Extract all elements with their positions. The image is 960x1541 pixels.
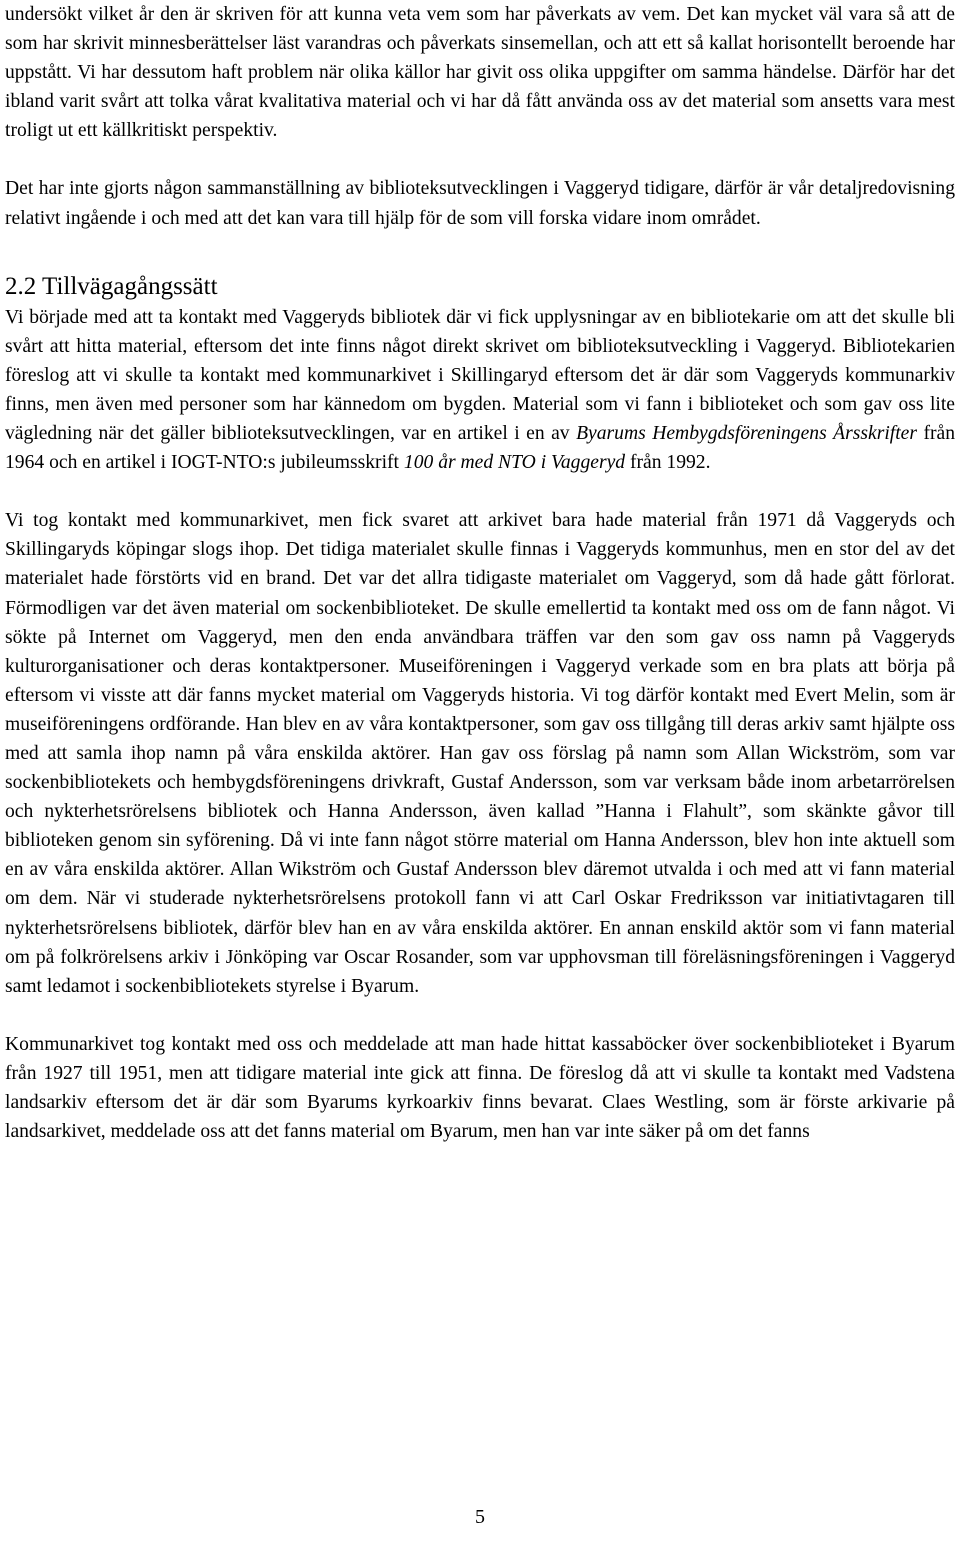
paragraph-gap [5,145,955,174]
paragraph-gap [5,233,955,269]
italic-title: Byarums Hembygdsföreningens Årsskrifter [576,423,917,445]
text-segment: Vi tog kontakt med kommunarkivet, men fick svaret att arkivet bara hade material från 1971 då Vaggeryds och Skillingaryds köpingar slogs ihop. Det tidiga materialet skulle finnas i Vaggeryds kommunhus, men en stor del av det materialet hade förstörts vid en brand. Det var det allra tidigaste materialet om Vaggeryd, som då hade gått förlorat. Förmodligen var det även material om sockenbiblioteket. De skulle emellertid ta kontakt med oss om de fann något. Vi sökte på Internet om Vaggeryd, men den enda användbara träffen var den som gav oss namn på Vaggeryds kulturorganisationer och deras kontaktpersoner. Museiföreningen i Vaggeryd verkade som en bra plats att börja på eftersom vi visste att där fanns mycket material om Vaggeryds historia. Vi tog därför kontakt med Evert Melin, som är museiföreningens ordförande. Han blev en av våra kontaktpersoner, som gav oss tillgång till deras arkiv samt hjälpte oss med att samla ihop namn på våra enskilda aktörer. Han gav oss förslag på namn som Allan Wickström, som var sockenbibliotekets och hembygdsföreningens drivkraft, Gustaf Andersson, som var verksam både inom arbetarrörelsen och nykterhetsrörelsens bibliotek och Hanna Andersson, även kallad ”Hanna i Flahult”, som skänkte gåvor till biblioteken genom sin syförening. Då vi inte fann något större material om Hanna Andersson, blev hon inte aktuell som en av våra enskilda aktörer. Allan Wikström och Gustaf Andersson blev däremot utvalda i och med att vi fann material om dem. När vi studerade nykterhetsrörelsens protokoll fann vi att Carl Oskar Fredriksson var initiativtagaren till nykterhetsrörelsens bibliotek, därför blev han en av våra enskilda aktörer. En annan enskild aktör som vi fann material om på folkrörelsens arkiv i Jönköping var Oscar Rosander, som var upphovsman till föreläsningsföreningen i Vaggeryd samt ledamot i sockenbibliotekets styrelse i Byarum. [5,510,955,997]
text-segment: undersökt vilket år den är skriven för att kunna veta vem som har påverkats av vem. Det kan mycket väl vara så att de som har skrivit minnesberättelser läst varandras och påverkats sinsemellan, och att ett så kallat horisontellt beroende har uppstått. Vi har dessutom haft problem när olika källor har givit oss olika uppgifter om samma händelse. Därför har det ibland varit svårt att tolka vårat kvalitativa material och vi har då fått använda oss av det material som ansetts vara mest troligt ut ett källkritiskt perspektiv. [5,4,955,142]
text-segment: från 1992. [625,452,711,474]
text-segment: Kommunarkivet tog kontakt med oss och meddelade att man hade hittat kassaböcker över sockenbiblioteket i Byarum från 1927 till 1951, men att tidigare material inte gick att finna. De föreslog då att vi skulle ta kontakt med Vadstena landsarkiv eftersom det är där som Byarums kyrkoarkiv finns bevarat. Claes Westling, som är förste arkivarie på landsarkivet, meddelade oss att det fanns material om Byarum, men han var inte säker på om det fanns [5,1033,955,1143]
paragraph-gap [5,477,955,506]
text-segment: från 1964 och en artikel i IOGT-NTO:s jubileumsskrift [5,423,955,474]
paragraph [5,303,955,478]
page-number: 5 [475,1506,485,1528]
paragraph [5,0,955,145]
text-segment: Det har inte gjorts någon sammanställning av biblioteksutvecklingen i Vaggeryd tidigare, därför är vår detaljredovisning relativt ingående i och med att det kan vara till hjälp för de som vill forska vidare inom området. [5,178,955,229]
document-page [5,0,955,1146]
italic-title: 100 år med NTO i Vaggeryd [403,452,626,474]
paragraph-gap [5,1001,955,1030]
paragraph [5,174,955,232]
text-segment: Vi började med att ta kontakt med Vaggeryds bibliotek där vi fick upplysningar av en bibliotekarie om att det skulle bli svårt att hitta material, eftersom det inte finns något direkt skrivet om biblioteksutveckling i Vaggeryd. Bibliotekarien föreslog att vi skulle ta kontakt med kommunarkivet i Skillingaryd eftersom det är där som Vaggeryds kommunarkiv finns, men även med personer som har kännedom om bygden. Material som vi fann i biblioteket och som gav oss lite vägledning när det gäller biblioteksutvecklingen, var en artikel i en av [5,306,955,445]
paragraph [5,506,955,1001]
paragraph [5,1030,955,1146]
section-heading: 2.2 Tillvägagångssätt [5,272,218,300]
